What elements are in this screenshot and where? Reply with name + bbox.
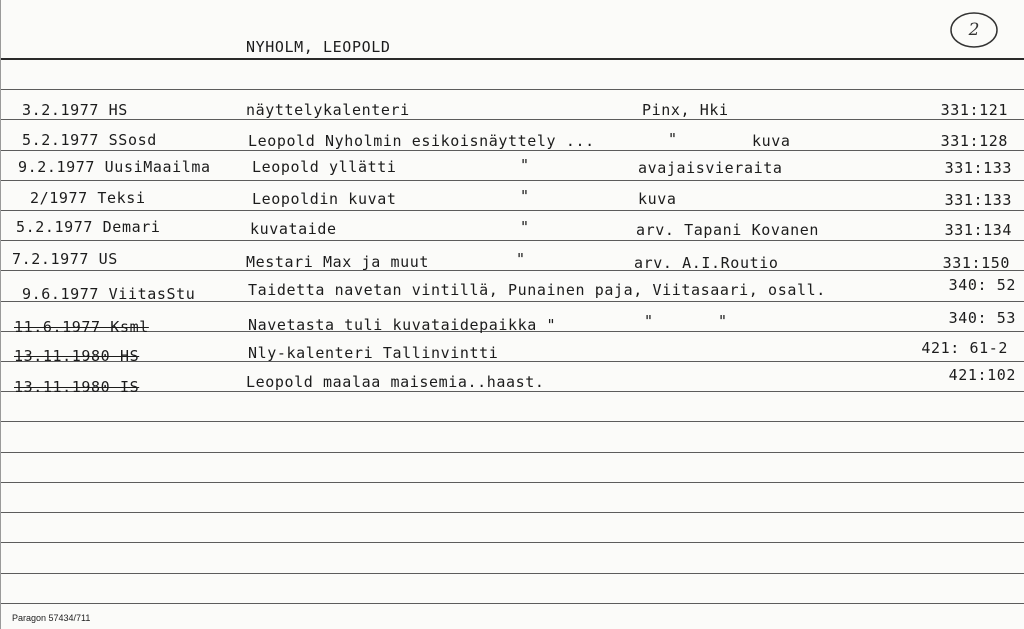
rule-line [0,361,1024,362]
page-number: 2 [968,20,980,40]
entry-ditto: " [718,312,728,330]
card-brand-imprint: Paragon 57434/711 [12,613,91,623]
rule-line [0,512,1024,513]
entry-title: Leopold maalaa maisemia..haast. [246,373,545,391]
rule-line [0,270,1024,271]
entry-ref: 331:133 [944,191,1012,209]
rule-line [0,150,1024,151]
entry-date-source: 13.11.1980 HS [14,347,140,365]
entry-ref: 331:134 [944,221,1012,239]
entry-ditto: " [644,312,654,330]
entry-ditto: " [516,250,526,268]
entry-date-source: 11.6.1977 Ksml [14,318,149,336]
entry-date-source: 2/1977 Teksi [30,189,146,207]
rule-line [0,391,1024,392]
entry-date-source: 9.6.1977 ViitasStu [22,285,196,303]
rule-line [0,482,1024,483]
entry-title: Leopoldin kuvat [252,190,397,208]
entry-note: avajaisvieraita [638,159,783,177]
rule-line [0,573,1024,574]
entry-title: Navetasta tuli kuvataidepaikka " [248,316,557,334]
rule-line [0,58,1024,60]
rule-line [0,452,1024,453]
entry-date-source: 13.11.1980 IS [14,378,140,396]
entry-ref: 331:128 [940,132,1008,150]
entry-date-source: 5.2.1977 SSosd [22,131,157,149]
rule-line [0,89,1024,90]
left-margin-line [0,0,1,629]
entry-ditto: " [520,187,530,205]
rule-line [0,210,1024,211]
entry-date-source: 5.2.1977 Demari [16,218,161,236]
entry-ref: 331:133 [944,159,1012,177]
entry-ditto: " [520,218,530,236]
entry-title: Nly-kalenteri Tallinvintti [248,344,499,362]
entry-ref: 331:150 [942,254,1010,272]
entry-title: kuvataide [250,220,337,238]
rule-line [0,603,1024,604]
entry-ref: 421: 61-2 [921,339,1008,357]
entry-title: Leopold yllätti [252,158,397,176]
entry-note: arv. Tapani Kovanen [636,221,819,239]
entry-ref: 340: 52 [948,276,1016,294]
rule-line [0,240,1024,241]
entry-note: arv. A.I.Routio [634,254,779,272]
rule-line [0,119,1024,120]
entry-date-source: 3.2.1977 HS [22,101,128,119]
entry-date-source: 9.2.1977 UusiMaailma [18,158,211,176]
entry-title: Leopold Nyholmin esikoisnäyttely ... [248,132,595,150]
rule-line [0,542,1024,543]
entry-note: kuva [638,190,677,208]
page-number-mark [948,10,1000,50]
entry-date-source: 7.2.1977 US [12,250,118,268]
card-title: NYHOLM, LEOPOLD [246,38,391,56]
entry-ref: 421:102 [948,366,1016,384]
entry-ref: 340: 53 [948,309,1016,327]
entry-note: kuva [752,132,791,150]
rule-line [0,180,1024,181]
entry-ditto: " [668,130,678,148]
entry-ditto: " [520,156,530,174]
entry-ref: 331:121 [940,101,1008,119]
entry-title: Mestari Max ja muut [246,253,429,271]
entry-title: näyttelykalenteri [246,101,410,119]
entry-title: Taidetta navetan vintillä, Punainen paja, Viitasaari, osall. [248,281,826,299]
rule-line [0,421,1024,422]
entry-note: Pinx, Hki [642,101,729,119]
